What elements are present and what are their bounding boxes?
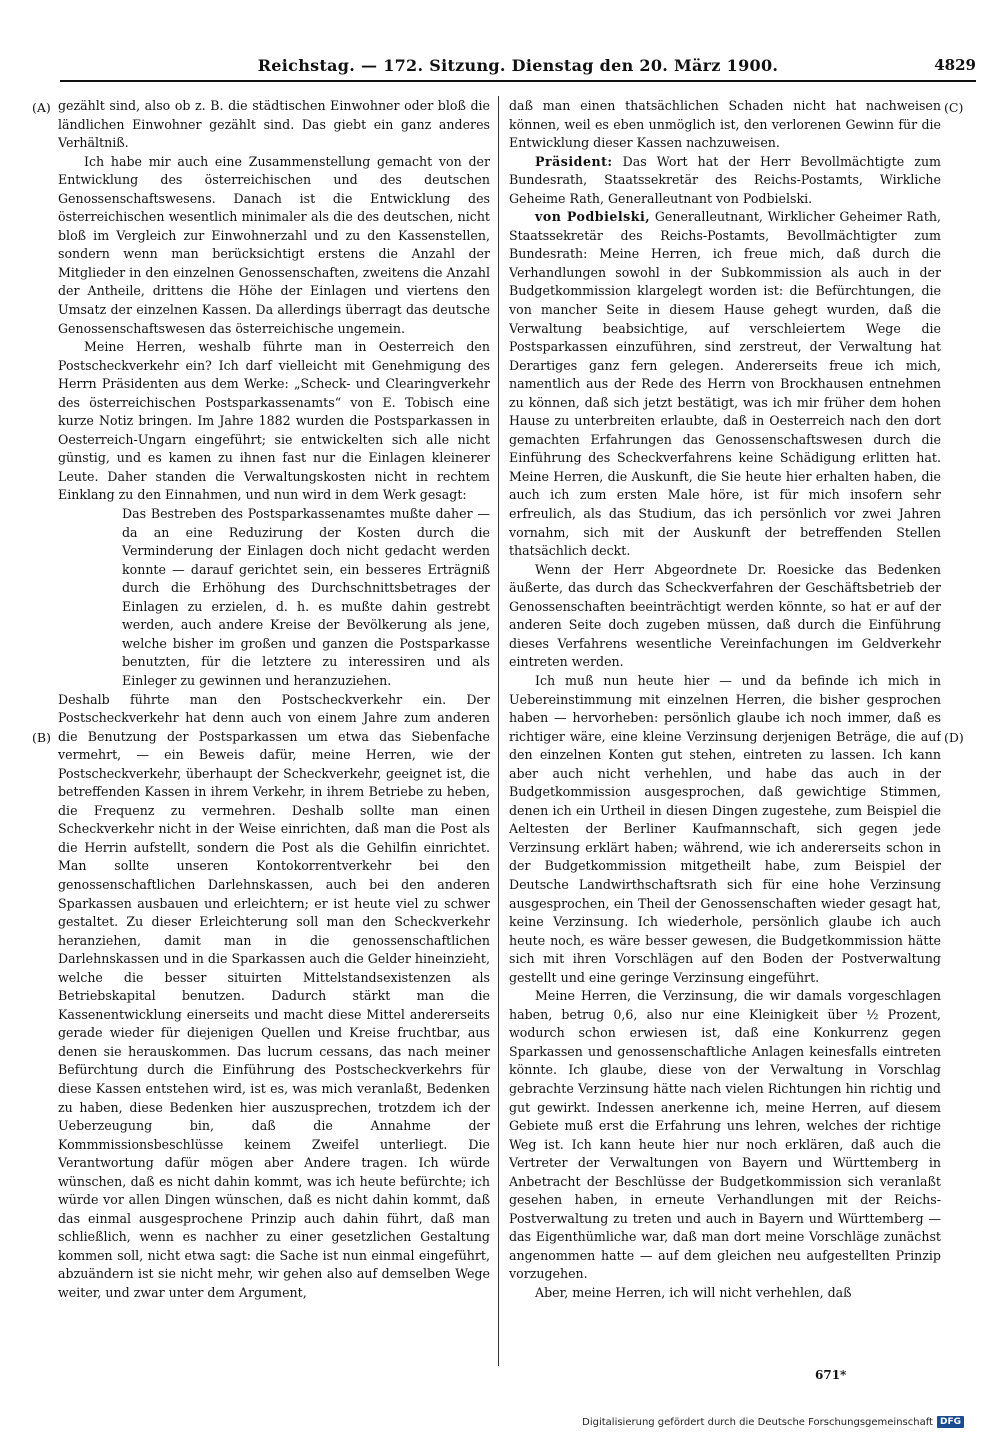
signature-mark: 671* bbox=[815, 1368, 847, 1382]
paragraph: Aber, meine Herren, ich will nicht verhehlen, daß bbox=[535, 1285, 852, 1300]
running-header bbox=[60, 56, 976, 82]
speech-text: Generalleutnant, Wirklicher Geheimer Rath, Staatssekretär des Reichs-Postamts, Bevollmächtigter zum Bundesrath: Meine Herren, ich freue mich, daß durch die Verhandlungen sowohl in der Subkommission als auch in der Budgetkommission klargelegt worden ist: die Befürchtungen, die von mancher Seite in diesem Hause gehegt wurden, daß die Verwaltung beabsichtige, auf verschleiertem Wege die Postsparkassen einzuführen, sind zerstreut, der Verwaltung hat Derartiges ganz fern gelegen. Andererseits freue ich mich, namentlich aus der Rede des Herrn von Brockhausen entnehmen zu können, daß sich jetzt bestätigt, was ich mir früher dem hohen Hause zu unterbreiten erlaubte, daß in Oesterreich nach den dort gemachten Erfahrungen das Genossenschaftswesen durch die Einführung des Scheckverfahrens keine Schädigung erlitten hat. Meine Herren, die Auskunft, die Sie heute hier erhalten haben, die auch ich zum ersten Male höre, ist für mich insofern sehr erfreulich, als das Studium, das ich persönlich vor zwei Jahren vornahm, sich mit der Auskunft der betreffenden Stellen thatsächlich deckt. bbox=[509, 209, 941, 559]
block-quote: Das Bestreben des Postsparkassenamtes mußte daher — da an eine Reduzirung der Kosten durch die Verminderung der Einlagen doch nicht gedacht werden konnte — darauf gerichtet sein, ein besseres Erträgniß durch die Erhöhung des Durchschnittsbetrages der Einlagen zu erzielen, d. h. es mußte dahin gestrebt werden, auch andere Kreise der Bevölkerung als jene, welche bisher im großen und ganzen die Postsparkasse benutzten, für die letztere zu interessiren und als Einleger zu gewinnen und heranzuziehen. bbox=[122, 506, 490, 688]
margin-mark-d: (D) bbox=[944, 730, 964, 745]
footer bbox=[582, 1416, 964, 1428]
dfg-logo: DFG bbox=[937, 1416, 964, 1428]
speaker-name: Präsident: bbox=[535, 153, 613, 169]
paragraph: Meine Herren, die Verzinsung, die wir damals vorgeschlagen haben, betrug 0,6, also nur eine Kleinigkeit über ½ Prozent, wodurch schon erwiesen ist, daß eine Konkurrenz gegen Sparkassen und genossenschaftliche Anlagen keinesfalls eintreten könnte. Ich glaube, diese von der Verwaltung in Vorschlag gebrachte Verzinsung hätte nach vielen Richtungen hin richtig und gut gewirkt. Indessen anerkenne ich, meine Herren, auf diesem Gebiete muß erst die Erfahrung uns lehren, welches der richtige Weg ist. Ich kann heute hier nur noch erklären, daß auch die Vertreter der Verwaltungen von Bayern und Württemberg in Anbetracht der Beschlüsse der Budgetkommission sich veranlaßt gesehen haben, in erneute Verhandlungen mit der Reichs-Postverwaltung zu treten und auch in Bayern und Württemberg — das Eigenthümliche war, daß man dort meine Vorschläge zunächst angenommen hatte — auf dem gleichen neu aufgestellten Prinzip vorzugehen. bbox=[509, 988, 941, 1282]
speaker-paragraph bbox=[509, 208, 941, 560]
paragraph: Deshalb führte man den Postscheckverkehr ein. Der Postscheckverkehr hat denn auch von einem Jahre zum anderen die Benutzung der Postsparkassen um etwa das Siebenfache vermehrt, — ein Beweis dafür, meine Herren, wie der Postscheckverkehr, überhaupt der Scheckverkehr, geeignet ist, die betreffenden Kassen in ihrem Verkehr, in ihrem Betriebe zu heben, die Frequenz zu vermehren. Deshalb sollte man einen Scheckverkehr nicht in der Weise einrichten, daß man die Post als die Herrin aufstellt, sondern die Post als die Gehilfin einrichtet. Man sollte unseren Kontokorrentverkehr bei den genossenschaftlichen Darlehnskassen, auch bei den anderen Sparkassen ausbauen und erleichtern; er ist heute viel zu schwer gestaltet. Zu dieser Erleichterung soll man den Scheckverkehr heranziehen, damit man in die genossenschaftlichen Darlehnskassen und in die Sparkassen auch die Gelder hineinzieht, welche die besser situirten Mittelstandsexistenzen als Betriebskapital benutzen. Dadurch stärkt man die Kassenentwicklung einerseits und macht diese Mittel andererseits gerade wieder für diejenigen Quellen und Kreise fruchtbar, aus denen sie herauskommen. Das lucrum cessans, das nach meiner Befürchtung durch die Einführung des Postscheckverkehrs für diese Kassen entstehen wird, ist es, was mich veranlaßt, Bedenken zu haben, diese Bedenken hier auszusprechen, trotzdem ich der Ueberzeugung bin, daß die Annahme der Kommmissionsbeschlüsse keinem Zweifel unterliegt. Die Verantwortung dafür mögen aber Andere tragen. Ich würde wünschen, daß es nicht dahin kommt, was ich heute befürchte; ich würde vor allen Dingen wünschen, daß es nicht dahin kommt, daß das einmal ausgesprochene Prinzip auch dahin führt, daß man schließlich, wenn es nachher zu einer gesetzlichen Gestaltung kommen soll, nicht etwa sagt: die Sache ist nun einmal eingeführt, abzuändern ist sie nicht mehr, wir gehen also auf demselben Wege weiter, und zwar unter dem Argument, bbox=[58, 691, 490, 1300]
paragraph: gezählt sind, also ob z. B. die städtischen Einwohner oder bloß die ländlichen Einwohner gezählt sind. Das giebt ein ganz anderes Verhältniß. bbox=[58, 98, 490, 151]
speaker-paragraph bbox=[509, 153, 941, 209]
left-column bbox=[58, 97, 490, 1367]
right-column bbox=[509, 97, 941, 1367]
paragraph: Meine Herren, weshalb führte man in Oesterreich den Postscheckverkehr ein? Ich darf vielleicht mit Genehmigung des Herrn Präsidenten aus dem Werke: „Scheck- und Clearingverkehr des österreichischen Postsparkassenamts“ von E. Tobisch eine kurze Notiz bringen. Im Jahre 1882 wurden die Postsparkassen in Oesterreich-Ungarn eingeführt; sie entwickelten sich alle nicht günstig, und es kamen zu ihnen fast nur die Einlagen kleinerer Leute. Daher standen die Verwaltungskosten nicht in rechtem Einklang zu den Einnahmen, und nun wird in dem Werk gesagt: bbox=[58, 339, 490, 503]
paragraph: daß man einen thatsächlichen Schaden nicht hat nachweisen können, weil es eben unmöglich ist, den verlorenen Gewinn für die Entwicklung dieser Kassen nachzuweisen. bbox=[509, 98, 941, 151]
margin-mark-c: (C) bbox=[944, 100, 964, 115]
margin-mark-a: (A) bbox=[32, 100, 51, 115]
paragraph: Ich muß nun heute hier — und da befinde ich mich in Uebereinstimmung mit einzelnen Herren, die bisher gesprochen haben — hervorheben: persönlich glaube ich noch immer, daß es richtiger wäre, eine kleine Verzinsung derjenigen Beträge, die auf den einzelnen Konten gut stehen, eintreten zu lassen. Ich kann aber auch nicht verhehlen, und habe das auch in der Budgetkommission ausgesprochen, daß gewichtige Stimmen, denen ich ein Urtheil in diesen Dingen zugestehe, zum Beispiel die Aeltesten der Berliner Kaufmannschaft, sich gegen jede Verzinsung erklärt haben; während, wie ich andererseits schon in der Budgetkommission mitgetheilt habe, zum Beispiel der Deutsche Landwirthschaftsrath sich für eine hohe Verzinsung ausgesprochen, ein Theil der Genossenschaften wieder gesagt hat, keine Verzinsung. Ich wiederhole, persönlich glaube ich auch heute noch, es wäre besser gewesen, die Budgetkommission hätte sich mit ihren Vorschlägen auf den Boden der Postverwaltung gestellt und eine geringe Verzinsung eingeführt. bbox=[509, 672, 941, 985]
speech-text: Das Wort hat der Herr Bevollmächtigte zum Bundesrath, Staatssekretär des Reichs-Postamts, Wirkliche Geheime Rath, Generalleutnant von Podbielski. bbox=[509, 153, 941, 206]
column-divider bbox=[498, 96, 499, 1366]
paragraph: Wenn der Herr Abgeordnete Dr. Roesicke das Bedenken äußerte, das durch das Scheckverfahren der Geschäftsbetrieb der Genossenschaften beeinträchtigt werden könnte, so hat er auf der anderen Seite doch zugeben müssen, daß durch die Einführung dieses Verfahrens wesentliche Vereinfachungen im Geldverkehr eintreten werden. bbox=[509, 561, 941, 670]
header-title: Reichstag. — 172. Sitzung. Dienstag den 20. März 1900. bbox=[257, 56, 779, 75]
footer-text: Digitalisierung gefördert durch die Deutsche Forschungsgemeinschaft bbox=[582, 1416, 933, 1428]
speaker-name: von Podbielski, bbox=[535, 209, 651, 225]
page-number: 4829 bbox=[934, 56, 976, 74]
paragraph: Ich habe mir auch eine Zusammenstellung gemacht von der Entwicklung des österreichischen und des deutschen Genossenschaftswesens. Danach ist die Entwicklung des österreichischen wesentlich minimaler als die des deutschen, nicht bloß im Vergleich zur Einwohnerzahl und zu den Kassenstellen, sondern wenn man berücksichtigt erstens die Anzahl der Mitglieder in den einzelnen Genossenschaften, zweitens die Anzahl der Antheile, drittens die Höhe der Einlagen und viertens den Umsatz der einzelnen Kassen. Da allerdings überragt das deutsche Genossenschaftswesen das österreichische ungemein. bbox=[58, 153, 490, 336]
margin-mark-b: (B) bbox=[32, 730, 51, 745]
